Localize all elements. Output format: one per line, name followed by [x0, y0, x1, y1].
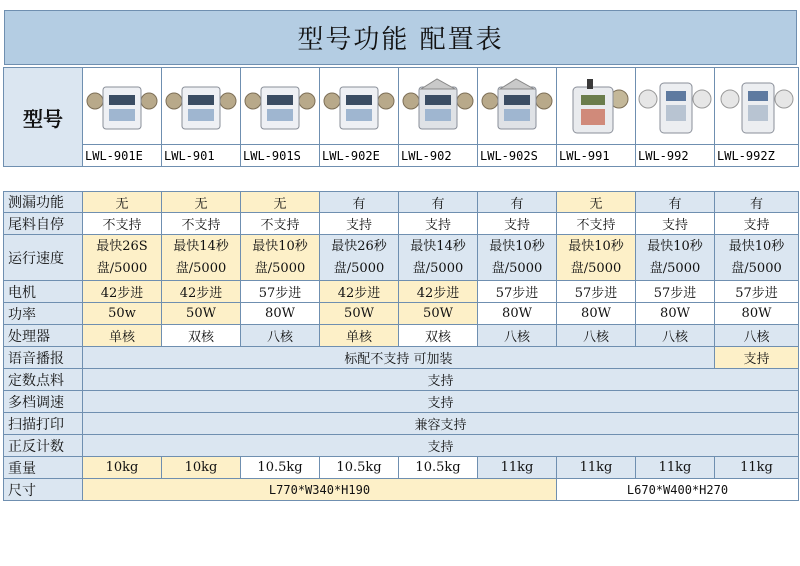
spec-cell: 不支持: [241, 213, 320, 235]
spec-cell: 11kg: [715, 457, 799, 479]
spec-cell: 57步进: [715, 281, 799, 303]
row-label: 运行速度: [4, 235, 83, 281]
spec-cell: 42步进: [399, 281, 478, 303]
spec-cell: 不支持: [162, 213, 241, 235]
spec-cell: 50W: [320, 303, 399, 325]
spec-row: [4, 391, 799, 413]
spec-cell: 八核: [636, 325, 715, 347]
spec-cell: 11kg: [636, 457, 715, 479]
spec-cell: 无: [162, 192, 241, 213]
spec-cell: [162, 235, 241, 281]
machine-photo-icon: [85, 73, 159, 139]
spec-cell: 无: [241, 192, 320, 213]
model-name: LWL-902S: [478, 145, 557, 167]
spec-cell: 支持: [478, 213, 557, 235]
machine-photo-icon: [559, 73, 633, 139]
spec-cell: 双核: [399, 325, 478, 347]
spec-cell: 57步进: [557, 281, 636, 303]
machine-image-3: [241, 68, 320, 145]
spec-row: [4, 347, 799, 369]
spec-cell-line: 盘/5000: [254, 260, 306, 276]
spec-merged-cell: 兼容支持: [83, 413, 799, 435]
page-title: 型号功能 配置表: [4, 10, 797, 65]
model-name: LWL-901S: [241, 145, 320, 167]
model-name: LWL-992: [636, 145, 715, 167]
spec-merged-cell: 支持: [83, 369, 799, 391]
spec-cell: 支持: [399, 213, 478, 235]
spec-cell: [636, 235, 715, 281]
spec-cell: 50W: [399, 303, 478, 325]
spec-cell: 80W: [636, 303, 715, 325]
spec-cell: 57步进: [241, 281, 320, 303]
row-label: 尺寸: [4, 479, 83, 501]
row-label: 定数点料: [4, 369, 83, 391]
spec-cell: 不支持: [83, 213, 162, 235]
row-label: 重量: [4, 457, 83, 479]
model-name: LWL-902: [399, 145, 478, 167]
machine-image-1: [83, 68, 162, 145]
spec-cell-line: 最快10秒: [252, 238, 308, 254]
spec-merged-cell: 标配不支持 可加装: [83, 347, 715, 369]
spec-cell: 有: [399, 192, 478, 213]
spec-cell: 42步进: [83, 281, 162, 303]
spec-cell: 10.5kg: [399, 457, 478, 479]
spec-row: [4, 435, 799, 457]
machine-photo-icon: [401, 73, 475, 139]
spec-cell-line: 最快10秒: [568, 238, 624, 254]
spec-cell-line: 盘/5000: [570, 260, 622, 276]
spec-cell-line: 最快14秒: [410, 238, 466, 254]
spec-cell-line: 盘/5000: [412, 260, 464, 276]
spec-cell-line: 盘/5000: [491, 260, 543, 276]
row-label: 扫描打印: [4, 413, 83, 435]
row-label: 电机: [4, 281, 83, 303]
spec-cell: 10kg: [162, 457, 241, 479]
spec-cell: 80W: [715, 303, 799, 325]
spec-cell: 无: [83, 192, 162, 213]
machine-image-8: [636, 68, 715, 145]
spec-cell: 11kg: [478, 457, 557, 479]
spec-cell-line: 盘/5000: [731, 260, 782, 276]
row-label: 多档调速: [4, 391, 83, 413]
spec-cell: 80W: [478, 303, 557, 325]
machine-image-4: [320, 68, 399, 145]
spec-table: [3, 191, 799, 501]
model-name: LWL-901E: [83, 145, 162, 167]
spec-cell: 57步进: [636, 281, 715, 303]
spec-cell: 42步进: [320, 281, 399, 303]
spec-row: [4, 413, 799, 435]
machine-photo-icon: [638, 73, 712, 139]
spec-cell: 单核: [83, 325, 162, 347]
size-cell: L670*W400*H270: [557, 479, 799, 501]
spec-cell-line: 最快26S: [96, 238, 148, 254]
spec-cell: 支持: [320, 213, 399, 235]
model-name: LWL-991: [557, 145, 636, 167]
machine-photo-icon: [164, 73, 238, 139]
machine-photo-icon: [480, 73, 554, 139]
row-label: 语音播报: [4, 347, 83, 369]
spec-row: [4, 369, 799, 391]
spec-cell: [83, 235, 162, 281]
spec-cell: 不支持: [557, 213, 636, 235]
spec-row: [4, 192, 799, 213]
spec-cell: 80W: [241, 303, 320, 325]
spec-merged-cell: 支持: [83, 435, 799, 457]
row-label: 正反计数: [4, 435, 83, 457]
spec-cell-line: 盘/5000: [649, 260, 701, 276]
spec-cell: 有: [320, 192, 399, 213]
spec-row: [4, 235, 799, 281]
spec-cell: 支持: [636, 213, 715, 235]
spec-row: [4, 303, 799, 325]
spec-cell: [715, 235, 799, 281]
machine-image-9: [715, 68, 799, 145]
spec-cell-line: 最快10秒: [489, 238, 545, 254]
spec-cell: 10.5kg: [320, 457, 399, 479]
machine-photo-icon: [720, 73, 794, 139]
spec-cell: 有: [478, 192, 557, 213]
spec-cell: [478, 235, 557, 281]
machine-image-6: [478, 68, 557, 145]
spec-cell-line: 盘/5000: [175, 260, 227, 276]
spec-cell: 42步进: [162, 281, 241, 303]
spec-cell: 单核: [320, 325, 399, 347]
model-header-label: 型号: [4, 68, 83, 167]
spec-cell: 57步进: [478, 281, 557, 303]
spec-cell: [399, 235, 478, 281]
machine-image-5: [399, 68, 478, 145]
spec-cell: 八核: [715, 325, 799, 347]
spec-cell: 无: [557, 192, 636, 213]
spec-cell: 双核: [162, 325, 241, 347]
spec-cell: 有: [636, 192, 715, 213]
machine-image-2: [162, 68, 241, 145]
row-label: 处理器: [4, 325, 83, 347]
spec-cell: 10kg: [83, 457, 162, 479]
spec-cell: 50W: [162, 303, 241, 325]
spec-cell-line: 盘/5000: [96, 260, 148, 276]
spec-cell: 50w: [83, 303, 162, 325]
machine-image-7: [557, 68, 636, 145]
spec-cell: [241, 235, 320, 281]
spec-cell: 80W: [557, 303, 636, 325]
spec-cell-line: 最快10秒: [647, 238, 703, 254]
spec-cell: 八核: [241, 325, 320, 347]
spec-row: [4, 281, 799, 303]
spec-cell: 10.5kg: [241, 457, 320, 479]
spec-cell: 支持: [715, 213, 799, 235]
model-name: LWL-901: [162, 145, 241, 167]
spec-cell: 有: [715, 192, 799, 213]
spec-cell: [557, 235, 636, 281]
size-cell: L770*W340*H190: [83, 479, 557, 501]
row-label: 测漏功能: [4, 192, 83, 213]
spec-cell-line: 最快26秒: [331, 238, 387, 254]
spec-row: [4, 213, 799, 235]
spec-cell-line: 盘/5000: [333, 260, 385, 276]
spec-cell-line: 最快10秒: [728, 238, 785, 254]
machine-photo-icon: [322, 73, 396, 139]
spec-cell: 八核: [557, 325, 636, 347]
spec-cell: 支持: [715, 347, 799, 369]
row-label: 功率: [4, 303, 83, 325]
spec-row: [4, 479, 799, 501]
spec-cell: [320, 235, 399, 281]
spec-cell: 八核: [478, 325, 557, 347]
spec-row: [4, 457, 799, 479]
model-name: LWL-992Z: [715, 145, 799, 167]
spec-cell: 11kg: [557, 457, 636, 479]
model-name: LWL-902E: [320, 145, 399, 167]
spec-merged-cell: 支持: [83, 391, 799, 413]
machine-photo-icon: [243, 73, 317, 139]
spec-row: [4, 325, 799, 347]
models-table: [3, 67, 799, 167]
row-label: 尾料自停: [4, 213, 83, 235]
spec-cell-line: 最快14秒: [173, 238, 229, 254]
